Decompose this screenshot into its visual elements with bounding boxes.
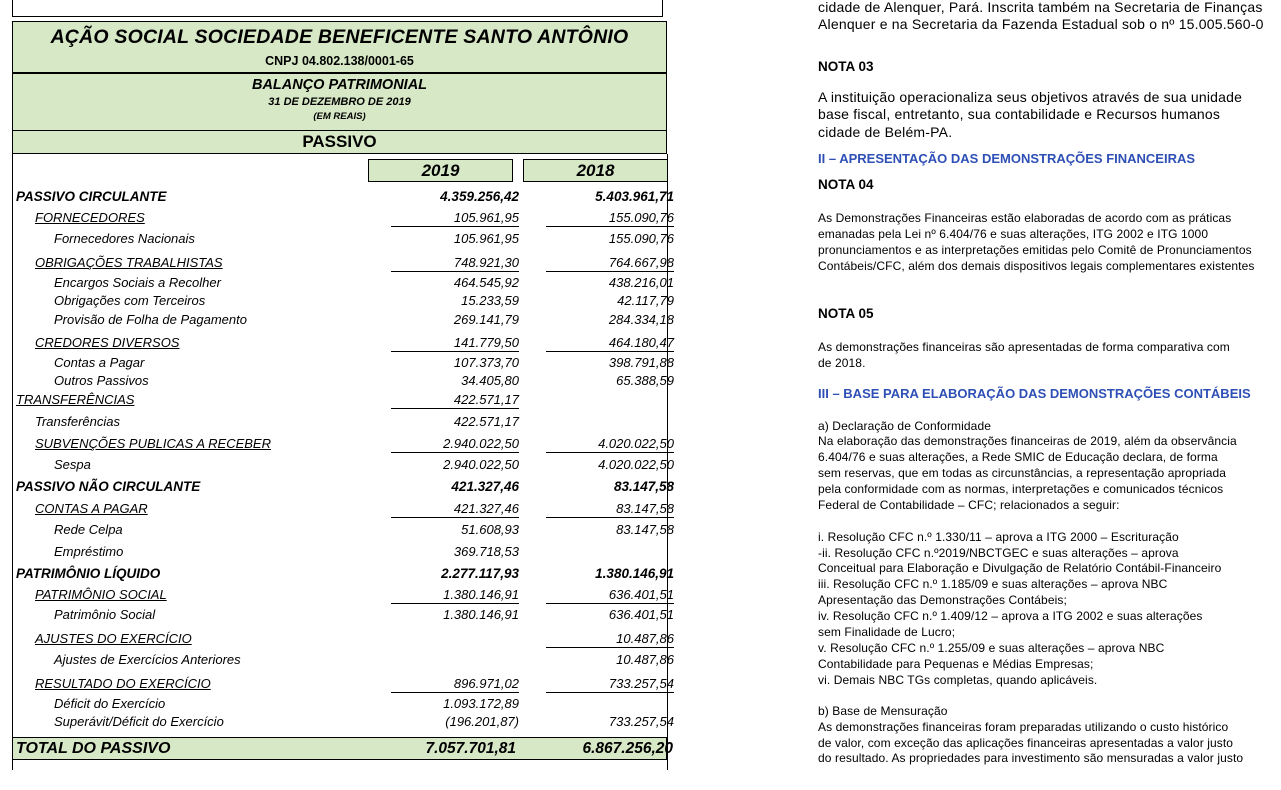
value-2019: 7.057.701,81 xyxy=(425,740,516,757)
value-2019: 896.971,02 xyxy=(391,675,519,693)
value-2018: 438.216,01 xyxy=(608,275,674,290)
value-2018: 464.180,47 xyxy=(546,334,674,352)
row-label: Obrigações com Terceiros xyxy=(54,293,206,308)
note-heading: NOTA 04 xyxy=(818,177,874,192)
row-label: Empréstimo xyxy=(54,544,124,559)
value-2018: 4.020.022,50 xyxy=(546,435,674,453)
section-heading: PASSIVO xyxy=(12,130,667,154)
value-2018: 83.147,58 xyxy=(616,522,674,537)
table-row xyxy=(14,209,674,227)
organization-cnpj: CNPJ 04.802.138/0001-65 xyxy=(265,54,414,68)
note-text: Contábeis/CFC, além dos demais dispositivos legais complementares existentes xyxy=(818,259,1255,273)
note-text: pela conformidade com as normas, interpretações e comunicados técnicos xyxy=(818,482,1224,496)
year-column-2018: 2018 xyxy=(523,159,668,182)
rg-text xyxy=(133,0,295,1)
table-row xyxy=(14,695,666,713)
organization-header xyxy=(12,21,667,73)
note-text: As demonstrações financeiras foram preparadas utilizando o custo histórico xyxy=(818,720,1229,734)
value-2018: 6.867.256,20 xyxy=(582,740,673,757)
value-2018: 10.487,86 xyxy=(546,630,674,648)
note-text: cidade de Alenquer, Pará. Inscrita também na Secretaria de Finanças xyxy=(818,0,1263,15)
statement-title: BALANÇO PATRIMONIAL xyxy=(251,77,428,93)
value-2018: 398.791,88 xyxy=(608,355,674,370)
value-2019: 107.373,70 xyxy=(453,355,519,370)
table-row xyxy=(14,230,674,248)
value-2019: 748.921,30 xyxy=(391,254,519,272)
row-label: Contas a Pagar xyxy=(54,355,145,370)
note-text: vi. Demais NBC TGs completas, quando aplicáveis. xyxy=(818,673,1098,687)
table-row xyxy=(14,456,674,474)
row-label: PASSIVO NÃO CIRCULANTE xyxy=(16,479,201,494)
table-row xyxy=(14,413,666,431)
table-row xyxy=(14,521,674,539)
note-text: de valor, com exceção das aplicações financeiras apresentadas a valor justo xyxy=(818,736,1234,750)
row-label: Sespa xyxy=(54,457,91,472)
note-text: de 2018. xyxy=(818,356,866,370)
note-text: cidade de Belém-PA. xyxy=(818,124,953,140)
note-text: b) Base de Mensuração xyxy=(818,704,948,718)
note-text: Na elaboração das demonstrações financeiras de 2019, além da observância xyxy=(818,434,1237,448)
value-2019: 141.779,50 xyxy=(391,334,519,352)
note-text: Conceitual para Elaboração e Divulgação de Relatório Contábil-Financeiro xyxy=(818,561,1222,575)
table-row xyxy=(14,372,674,390)
note-text: do resultado. As propriedades para investimento são mensuradas a valor justo xyxy=(818,751,1244,765)
row-label: AJUSTES DO EXERCÍCIO xyxy=(35,631,192,646)
value-2019: (196.201,87) xyxy=(445,714,519,729)
value-2019: 464.545,92 xyxy=(453,275,519,290)
note-text: sem reservas, que em todas as circunstâncias, a representação apropriada xyxy=(818,466,1227,480)
value-2019: 105.961,95 xyxy=(453,231,519,246)
note-text: Alenquer e na Secretaria da Fazenda Estadual sob o nº 15.005.560-0 xyxy=(818,16,1264,32)
statement-title-block xyxy=(12,73,667,131)
table-row xyxy=(14,274,674,292)
value-2018: 155.090,76 xyxy=(546,209,674,227)
value-2019: 422.571,17 xyxy=(453,414,519,429)
table-row xyxy=(14,586,674,604)
value-2019: 1.380.146,91 xyxy=(443,607,519,622)
table-row xyxy=(14,391,666,409)
table-border-left xyxy=(12,154,13,770)
note-text: Contabilidade para Pequenas e Médias Empresas; xyxy=(818,657,1094,671)
section-heading: II – APRESENTAÇÃO DAS DEMONSTRAÇÕES FINANCEIRAS xyxy=(818,151,1196,166)
note-text: sem Finalidade de Lucro; xyxy=(818,625,956,639)
value-2018: 284.334,18 xyxy=(608,312,674,327)
value-2018: 65.388,59 xyxy=(616,373,674,388)
note-heading: NOTA 03 xyxy=(818,59,874,74)
value-2019: 1.380.146,91 xyxy=(391,586,519,604)
organization-name: AÇÃO SOCIAL SOCIEDADE BENEFICENTE SANTO ANTÔNIO xyxy=(50,26,629,48)
table-row xyxy=(14,311,674,329)
value-2019: 4.359.256,42 xyxy=(440,189,519,204)
note-text: iii. Resolução CFC n.º 1.185/09 e suas alterações – aprova NBC xyxy=(818,577,1168,591)
note-text: Apresentação das Demonstrações Contábeis; xyxy=(818,593,1067,607)
value-2019: 422.571,17 xyxy=(391,391,519,409)
row-label: CONTAS A PAGAR xyxy=(35,501,148,516)
row-label: Fornecedores Nacionais xyxy=(54,231,195,246)
table-row xyxy=(14,713,674,731)
note-text: emanadas pela Lei nº 6.404/76 e suas alterações, ITG 2002 e ITG 1000 xyxy=(818,227,1209,241)
row-label: Superávit/Déficit do Exercício xyxy=(54,714,224,729)
table-row xyxy=(14,188,674,206)
row-label: PATRIMÔNIO LÍQUIDO xyxy=(16,566,161,581)
value-2019: 2.940.022,50 xyxy=(443,457,519,472)
table-row xyxy=(14,334,674,352)
table-row xyxy=(14,651,674,669)
row-label: OBRIGAÇÕES TRABALHISTAS xyxy=(35,255,223,270)
note-text: As Demonstrações Financeiras estão elaboradas de acordo com as práticas xyxy=(818,211,1232,225)
value-2018: 636.401,51 xyxy=(608,607,674,622)
row-label: PATRIMÔNIO SOCIAL xyxy=(35,587,167,602)
row-label: Ajustes de Exercícios Anteriores xyxy=(54,652,241,667)
row-label: SUBVENÇÕES PUBLICAS A RECEBER xyxy=(35,436,271,451)
table-row xyxy=(14,630,674,648)
statement-date: 31 DE DEZEMBRO DE 2019 xyxy=(268,96,411,108)
value-2019: 51.608,93 xyxy=(461,522,519,537)
row-label: TRANSFERÊNCIAS xyxy=(16,392,135,407)
value-2018: 5.403.961,71 xyxy=(595,189,674,204)
value-2019: 369.718,53 xyxy=(453,544,519,559)
value-2019: 15.233,59 xyxy=(461,293,519,308)
note-text: i. Resolução CFC n.º 1.330/11 – aprova a ITG 2000 – Escrituração xyxy=(818,530,1179,544)
cpf-text xyxy=(453,0,589,1)
row-label: Transferências xyxy=(35,414,121,429)
total-row xyxy=(12,737,673,760)
signature-header-box xyxy=(12,0,663,17)
note-text: As demonstrações financeiras são apresentadas de forma comparativa com xyxy=(818,340,1230,354)
value-2019: 34.405,80 xyxy=(461,373,519,388)
table-row xyxy=(14,292,674,310)
value-2019: 421.327,46 xyxy=(391,500,519,518)
note-text: a) Declaração de Conformidade xyxy=(818,419,991,433)
value-2018: 10.487,86 xyxy=(616,652,674,667)
note-text: base fiscal, entretanto, sua contabilidade e Recursos humanos xyxy=(818,106,1221,122)
value-2018: 42.117,79 xyxy=(617,293,674,308)
table-row xyxy=(14,565,674,583)
row-label: FORNECEDORES xyxy=(35,210,145,225)
row-label: Patrimônio Social xyxy=(54,607,156,622)
value-2018: 83.147,58 xyxy=(546,500,674,518)
value-2018: 4.020.022,50 xyxy=(598,457,674,472)
explanatory-notes xyxy=(818,0,1281,790)
table-row xyxy=(14,543,666,561)
note-text: iv. Resolução CFC n.º 1.409/12 – aprova a ITG 2002 e suas alterações xyxy=(818,609,1203,623)
row-label: Déficit do Exercício xyxy=(54,696,166,711)
row-label: Rede Celpa xyxy=(54,522,123,537)
table-row xyxy=(14,606,674,624)
row-label: PASSIVO CIRCULANTE xyxy=(16,189,167,204)
table-row xyxy=(14,254,674,272)
note-text: -ii. Resolução CFC n.º2019/NBCTGEC e suas alterações – aprova xyxy=(818,546,1179,560)
value-2018: 764.667,98 xyxy=(546,254,674,272)
table-row xyxy=(14,435,674,453)
note-text: v. Resolução CFC n.º 1.255/09 e suas alterações – aprova NBC xyxy=(818,641,1165,655)
statement-unit: (EM REAIS) xyxy=(313,111,366,122)
value-2018: 83.147,58 xyxy=(613,479,674,494)
value-2019: 2.277.117,93 xyxy=(441,566,519,581)
row-label: TOTAL DO PASSIVO xyxy=(16,740,171,757)
note-text: 6.404/76 e suas alterações, a Rede SMIC de Educação declara, de forma xyxy=(818,450,1218,464)
value-2018: 155.090,76 xyxy=(608,231,674,246)
value-2018: 733.257,54 xyxy=(546,675,674,693)
value-2019: 1.093.172,89 xyxy=(443,696,519,711)
value-2019: 105.961,95 xyxy=(391,209,519,227)
row-label: Provisão de Folha de Pagamento xyxy=(54,312,247,327)
note-text: Federal de Contabilidade – CFC; relacionados a seguir: xyxy=(818,498,1120,512)
note-text: pronunciamentos e as interpretações emitidas pelo Comitê de Pronunciamentos xyxy=(818,243,1252,257)
value-2018: 636.401,51 xyxy=(546,586,674,604)
value-2019: 269.141,79 xyxy=(453,312,519,327)
row-label: Outros Passivos xyxy=(54,373,149,388)
table-row xyxy=(14,478,674,496)
row-label: RESULTADO DO EXERCÍCIO xyxy=(35,676,211,691)
value-2018: 733.257,54 xyxy=(608,714,674,729)
table-row xyxy=(14,675,674,693)
note-heading: NOTA 05 xyxy=(818,306,874,321)
table-row xyxy=(14,354,674,372)
section-heading: III – BASE PARA ELABORAÇÃO DAS DEMONSTRAÇÕES CONTÁBEIS xyxy=(818,386,1251,401)
row-label: Encargos Sociais a Recolher xyxy=(54,275,221,290)
value-2019: 421.327,46 xyxy=(451,479,519,494)
value-2019: 2.940.022,50 xyxy=(391,435,519,453)
year-column-2019: 2019 xyxy=(368,159,513,182)
note-text: A instituição operacionaliza seus objetivos através de sua unidade xyxy=(818,89,1243,105)
row-label: CREDORES DIVERSOS xyxy=(35,335,180,350)
table-row xyxy=(14,500,674,518)
value-2018: 1.380.146,91 xyxy=(595,566,674,581)
